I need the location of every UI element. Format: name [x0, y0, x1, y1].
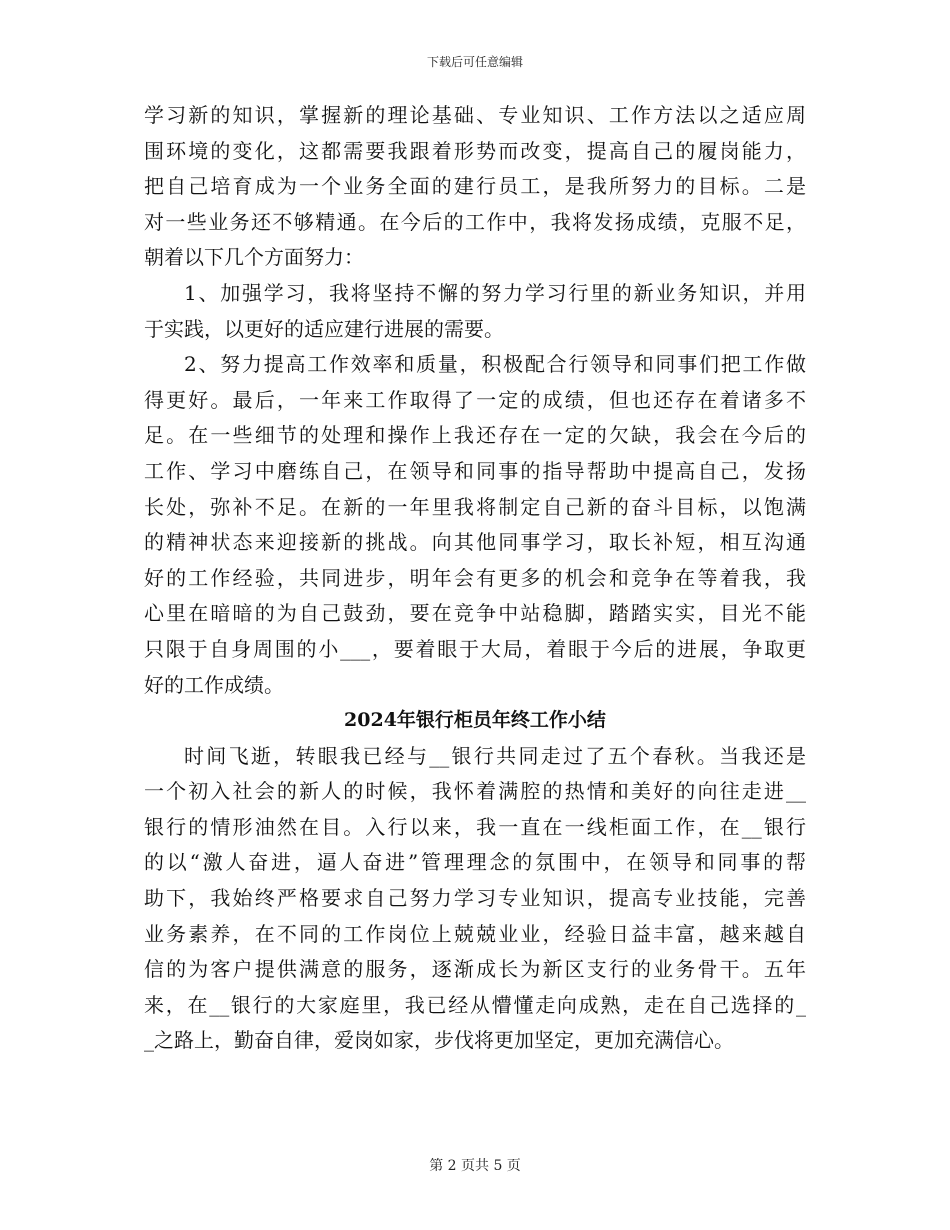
paragraph-line: 的精神状态来迎接新的挑战。向其他同事学习，取长补短，相互沟通 [144, 530, 806, 555]
paragraph-line: 心里在暗暗的为自己鼓劲，要在竞争中站稳脚，踏踏实实，目光不能 [144, 601, 806, 626]
paragraph-line: 对一些业务还不够精通。在今后的工作中，我将发扬成绩，克服不足， [144, 209, 806, 234]
section-title: 2024年银行柜员年终工作小结 [344, 709, 606, 732]
paragraph-line: 2、努力提高工作效率和质量，积极配合行领导和同事们把工作做 [184, 352, 806, 377]
page-header-note: 下载后可任意编辑 [426, 55, 523, 69]
paragraph-line: 好的工作经验，共同进步，明年会有更多的机会和竞争在等着我，我 [144, 565, 806, 590]
paragraph-line: 只限于自身周围的小___，要着眼于大局，着眼于今后的进展，争取更 [144, 636, 806, 661]
paragraph-line: 助下，我始终严格要求自己努力学习专业知识，提高专业技能，完善 [144, 886, 806, 911]
paragraph-line: 的以“激人奋进，逼人奋进”管理理念的氛围中，在领导和同事的帮 [144, 850, 806, 875]
paragraph-line: 1、加强学习，我将坚持不懈的努力学习行里的新业务知识，并用 [184, 280, 806, 305]
paragraph-line: 长处，弥补不足。在新的一年里我将制定自己新的奋斗目标，以饱满 [144, 494, 806, 519]
paragraph-line: 朝着以下几个方面努力： [144, 245, 364, 270]
paragraph-line: _之路上，勤奋自律，爱岗如家，步伐将更加坚定，更加充满信心。 [144, 1028, 734, 1053]
paragraph-line: 得更好。最后，一年来工作取得了一定的成绩，但也还存在着诸多不 [144, 387, 806, 412]
page-number: 第 2 页共 5 页 [429, 1158, 521, 1174]
paragraph-line: 围环境的变化，这都需要我跟着形势而改变，提高自己的履岗能力， [144, 138, 806, 163]
paragraph-line: 工作、学习中磨练自己，在领导和同事的指导帮助中提高自己，发扬 [144, 458, 806, 483]
paragraph-line: 时间飞逝，转眼我已经与__银行共同走过了五个春秋。当我还是 [184, 743, 806, 768]
paragraph-line: 足。在一些细节的处理和操作上我还存在一定的欠缺，我会在今后的 [144, 423, 806, 448]
paragraph-line: 银行的情形油然在目。入行以来，我一直在一线柜面工作，在__银行 [144, 814, 806, 839]
paragraph-line: 好的工作成绩。 [144, 672, 284, 697]
document-body [144, 98, 806, 1059]
paragraph-line: 信的为客户提供满意的服务，逐渐成长为新区支行的业务骨干。五年 [144, 957, 806, 982]
paragraph-line: 业务素养，在不同的工作岗位上兢兢业业，经验日益丰富，越来越自 [144, 921, 806, 946]
paragraph-line: 学习新的知识，掌握新的理论基础、专业知识、工作方法以之适应周 [144, 103, 806, 127]
paragraph-line: 一个初入社会的新人的时候，我怀着满腔的热情和美好的向往走进__ [144, 779, 806, 804]
paragraph-line: 于实践，以更好的适应建行进展的需要。 [144, 316, 504, 341]
paragraph-line: 来，在__银行的大家庭里，我已经从懵懂走向成熟，走在自己选择的_ [144, 992, 806, 1017]
paragraph-line: 把自己培育成为一个业务全面的建行员工，是我所努力的目标。二是 [144, 174, 806, 199]
